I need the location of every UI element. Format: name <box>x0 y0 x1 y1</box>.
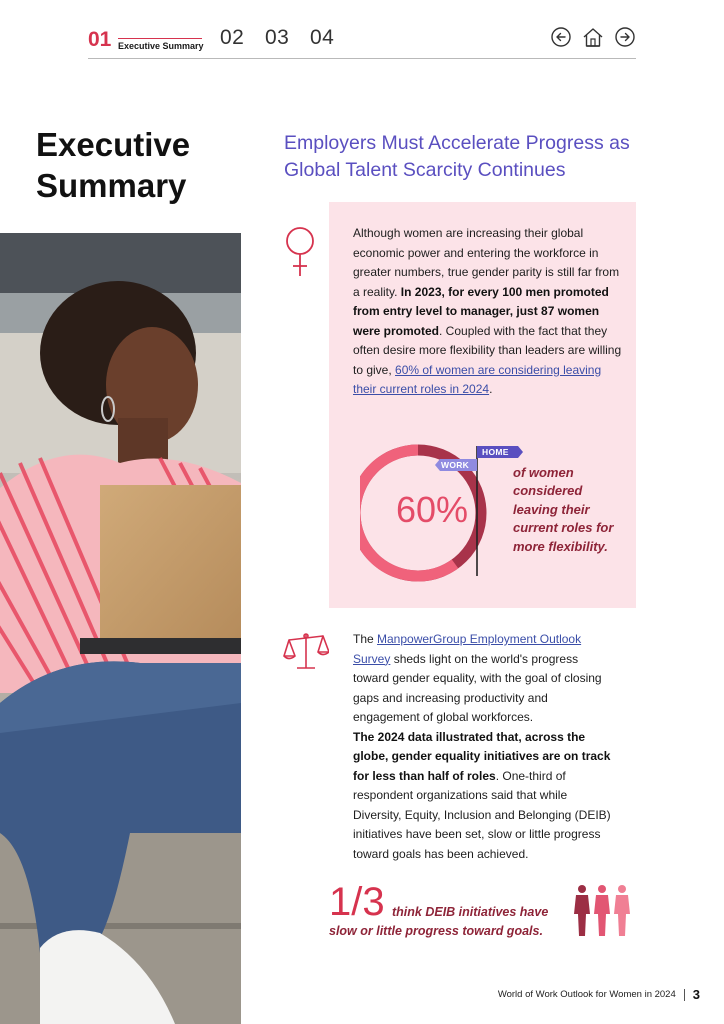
page-number: 3 <box>692 987 700 1002</box>
female-symbol-icon <box>282 226 318 278</box>
nav-item-04[interactable]: 04 <box>310 26 335 49</box>
page-title: Executive Summary <box>36 126 191 204</box>
person-icon-1 <box>574 885 590 936</box>
survey-text-a: The <box>353 632 378 646</box>
survey-text-b: sheds light on the world's progress toward gender equality, with the goal of closing gaps and increasing productivity and engagement of global workforces. <box>353 651 602 724</box>
top-nav <box>88 24 636 59</box>
intro-highlight: In 2023, for every 100 men promoted from entry level to manager, just 87 women were promoted <box>353 284 609 338</box>
woman-with-laptop-photo <box>0 233 241 1024</box>
intro-text-b: . Coupled with the fact that they often desire more flexibility than leaders are willing to give, <box>353 323 622 377</box>
survey-highlight: The 2024 data illustrated that, across the globe, gender equality initiatives are on track for less than half of roles <box>353 729 611 783</box>
person-icon-2 <box>594 885 610 936</box>
arrow-left-icon[interactable] <box>550 26 572 48</box>
three-people-icon <box>572 884 632 938</box>
intro-paragraph <box>353 224 623 400</box>
nav-active-number: 01 <box>88 28 112 51</box>
page-footer <box>498 987 700 1002</box>
home-label: HOME <box>482 447 509 457</box>
section-subtitle: Employers Must Accelerate Progress as Global Talent Scarcity Continues <box>284 132 630 181</box>
survey-text-c: . One-third of respondent organizations said that while Diversity, Equity, Inclusion and Belonging (DEIB) initiatives have been set, slow or little progress toward goals has been achieved. <box>353 768 611 861</box>
balance-scale-icon <box>283 630 329 672</box>
footer-report-title: World of Work Outlook for Women in 2024 <box>497 989 676 1000</box>
person-icon-3 <box>614 885 630 936</box>
nav-item-03[interactable]: 03 <box>265 26 290 49</box>
donut-caption: of women considered leaving their current roles for more flexibility. <box>513 465 614 554</box>
intro-text-c: . <box>489 382 493 396</box>
home-icon[interactable] <box>582 26 604 48</box>
survey-link[interactable]: ManpowerGroup Employment Outlook Survey <box>353 632 582 666</box>
intro-link[interactable]: 60% of women are considering leaving their current roles in 2024 <box>353 362 602 396</box>
nav-icon-group <box>550 26 636 50</box>
intro-text-a: Although women are increasing their global economic power and entering the workforce in greater numbers, true gender parity is still far from a reality. <box>353 226 620 299</box>
one-third-stat: 1/3 <box>329 880 385 924</box>
nav-active-label: Executive Summary <box>118 38 202 51</box>
one-third-caption-line2: slow or little progress toward goals. <box>329 924 543 938</box>
arrow-right-icon[interactable] <box>614 26 636 48</box>
footer-divider <box>684 989 685 1001</box>
one-third-caption-line1: think DEIB initiatives have <box>392 905 549 919</box>
nav-item-02[interactable]: 02 <box>220 26 245 49</box>
work-label: WORK <box>441 460 470 470</box>
survey-paragraph <box>353 630 615 864</box>
photo-illustration <box>0 233 241 1024</box>
donut-percentage: 60% <box>395 489 469 530</box>
